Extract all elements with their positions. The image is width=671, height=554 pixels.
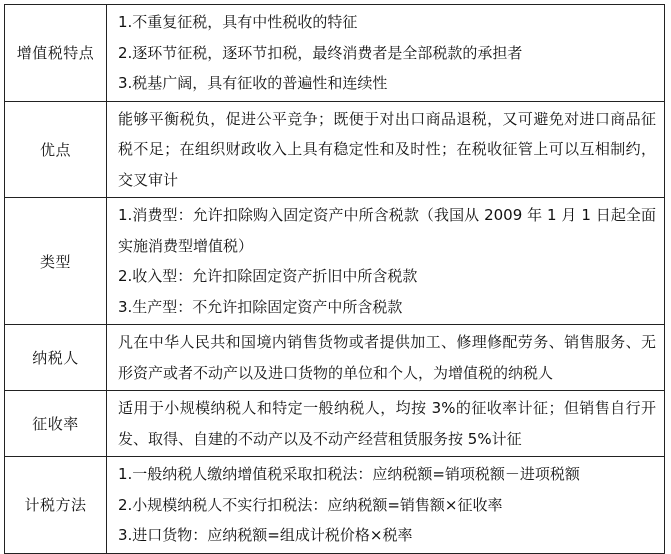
row-content <box>107 325 665 391</box>
row-taxpayer <box>5 325 665 391</box>
row-content <box>107 391 665 457</box>
row-levy-rate <box>5 391 665 457</box>
row-content <box>107 198 665 325</box>
row-vat-features <box>5 5 665 102</box>
vat-summary-table <box>4 4 665 554</box>
content-line: 1.消费型：允许扣除购入固定资产中所含税款（我国从 2009 年 1 月 1 日起全面实施消费型增值税） <box>118 206 656 255</box>
row-advantages <box>5 101 665 198</box>
content-line: 2.收入型：允许扣除固定资产折旧中所含税款 <box>118 267 418 285</box>
row-types <box>5 198 665 325</box>
content-line: 3.生产型：不允许扣除固定资产中所含税款 <box>118 297 403 316</box>
row-label: 优点 <box>5 101 107 198</box>
content-line: 2.逐环节征税，逐环节扣税，最终消费者是全部税款的承担者 <box>118 43 523 62</box>
row-label: 类型 <box>5 198 107 325</box>
row-content <box>107 101 665 198</box>
content-paragraph: 适用于小规模纳税人和特定一般纳税人，均按 3%的征收率计征；但销售自行开发、取得、自建的不动产以及不动产经营租赁服务按 5%计征 <box>118 399 656 448</box>
row-label: 计税方法 <box>5 457 107 554</box>
content-line: 1.一般纳税人缴纳增值税采取扣税法：应纳税额=销项税额－进项税额 <box>118 465 580 483</box>
row-calculation-method <box>5 457 665 554</box>
row-content <box>107 457 665 554</box>
content-line: 1.不重复征税，具有中性税收的特征 <box>118 13 358 31</box>
content-paragraph: 能够平衡税负，促进公平竞争；既便于对出口商品退税，又可避免对进口商品征税不足；在组织财政收入上具有稳定性和及时性；在税收征管上可以互相制约，交叉审计 <box>118 109 656 189</box>
row-label: 纳税人 <box>5 325 107 391</box>
row-label: 征收率 <box>5 391 107 457</box>
content-line: 3.进口货物：应纳税额=组成计税价格×税率 <box>118 526 413 544</box>
row-content <box>107 5 665 102</box>
content-paragraph: 凡在中华人民共和国境内销售货物或者提供加工、修理修配劳务、销售服务、无形资产或者不动产以及进口货物的单位和个人，为增值税的纳税人 <box>118 333 656 382</box>
content-line: 2.小规模纳税人不实行扣税法：应纳税额=销售额×征收率 <box>118 495 503 514</box>
content-line: 3.税基广阔，具有征收的普遍性和连续性 <box>118 74 388 92</box>
row-label: 增值税特点 <box>5 5 107 102</box>
